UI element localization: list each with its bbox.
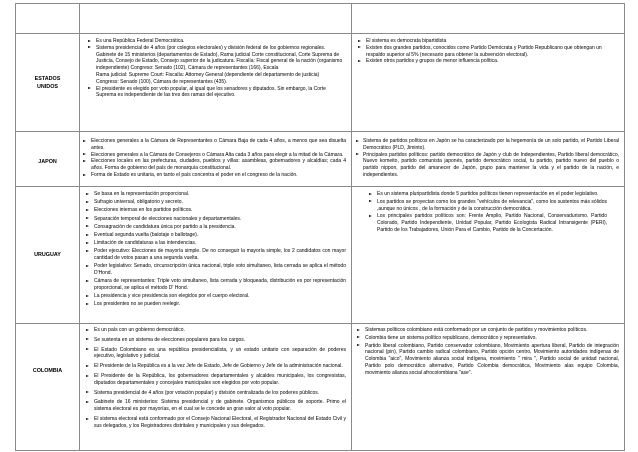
country-cell bbox=[16, 132, 80, 187]
item-text: Los principales partidos políticos son: Frente Amplio, Partido Nacional, Conservadurismo. Partido Colorado, Partido Independiente, Unidad Popular, Partido Ecologista Radical Intransigente (PERI), Partido de los Trabajadores, Unión Para el Cambio, Partido de la Concertación. bbox=[377, 213, 607, 233]
country-label: JAPON bbox=[38, 159, 57, 165]
item-text: El Estado Colombiano es una república presidencialista, y un estado unitario con separación de poderes ejecutivo, legislativo y judicial. bbox=[94, 346, 346, 360]
bullet-item bbox=[80, 240, 346, 247]
item-text: Eventual segunda vuelta (balotaje o ballotage). bbox=[94, 231, 199, 238]
country-cell bbox=[16, 187, 80, 324]
party-system-cell bbox=[352, 132, 625, 187]
item-text: Es una República Federal Democrática. bbox=[96, 38, 185, 44]
arrowhead-bullet-icon bbox=[358, 40, 361, 42]
arrowhead-bullet-icon bbox=[83, 174, 86, 176]
bullet-item bbox=[352, 45, 619, 59]
arrowhead-bullet-icon bbox=[86, 391, 89, 393]
political-system-cell bbox=[80, 187, 352, 324]
item-text: Separación temporal de elecciones nacionales y departamentales. bbox=[94, 215, 242, 222]
comparison-table bbox=[15, 3, 625, 451]
header-cell bbox=[80, 4, 352, 34]
bullet-list bbox=[80, 327, 346, 430]
item-text: Sufragio universal, obligatorio y secreto. bbox=[94, 199, 183, 206]
bullet-item bbox=[352, 138, 619, 152]
item-text: El sistema electoral está conformado por el Consejo Nacional Electoral, el Registrador Nacional del Estado Civil y sus delegados, y los Registradores distritales y municipales y sus delegados. bbox=[94, 415, 346, 429]
arrowhead-bullet-icon bbox=[83, 160, 86, 162]
item-text: Colombia tiene un sistema político republicano, democrático y representativo. bbox=[365, 334, 537, 341]
bullet-item bbox=[352, 327, 619, 334]
item-text: Es un país con un gobierno democrático. bbox=[94, 327, 185, 333]
arrowhead-bullet-icon bbox=[357, 336, 360, 338]
bullet-item bbox=[80, 363, 346, 370]
bullet-item bbox=[352, 335, 619, 342]
arrowhead-bullet-icon bbox=[83, 153, 86, 155]
bullet-item bbox=[80, 45, 346, 52]
political-system-cell bbox=[80, 324, 352, 451]
arrowhead-bullet-icon bbox=[86, 338, 89, 340]
country-label: COLOMBIA bbox=[32, 367, 63, 374]
bullet-item bbox=[80, 293, 346, 300]
arrowhead-bullet-icon bbox=[88, 87, 91, 89]
item-text: Sistema presidencial de 4 años (por votación popular) y división centralizada de los poderes públicos. bbox=[94, 389, 320, 396]
bullet-list bbox=[352, 138, 619, 179]
bullet-item bbox=[80, 232, 346, 239]
bullet-item bbox=[80, 337, 346, 344]
item-text: Sistemas políticos colombiano está conformado por un conjunto de partidos y movimientos políticos. bbox=[365, 327, 588, 333]
arrowhead-bullet-icon bbox=[86, 209, 89, 211]
arrowhead-bullet-icon bbox=[86, 348, 89, 350]
bullet-list bbox=[352, 327, 619, 377]
arrowhead-bullet-icon bbox=[369, 215, 372, 217]
bullet-item bbox=[80, 373, 346, 387]
bullet-list bbox=[80, 191, 346, 308]
bullet-item bbox=[80, 399, 346, 413]
bullet-item bbox=[80, 207, 346, 214]
arrowhead-bullet-icon bbox=[358, 60, 361, 62]
bullet-item bbox=[80, 278, 346, 292]
bullet-item bbox=[352, 152, 619, 179]
arrowhead-bullet-icon bbox=[86, 295, 89, 297]
bullet-item bbox=[352, 191, 607, 198]
continuation-text bbox=[80, 79, 346, 86]
arrowhead-bullet-icon bbox=[369, 200, 372, 202]
item-text: Existen otros partidos y grupos de menor influencia política. bbox=[366, 58, 499, 65]
item-text: Gabinete de 16 ministerios: Sistema presidencial y de gabinete. Organismos públicos de soporte. Primo el sistema electoral es por mayorías, en el cual se le concede un gran valor al voto popular. bbox=[94, 399, 346, 413]
party-system-cell bbox=[352, 34, 625, 132]
item-text: Es un sistema pluripartidista donde 5 partidos políticos tienen representación en el poder legislativo. bbox=[377, 191, 599, 197]
item-text: El Presidente de la República, los gobernadores departamentales y alcaldes municipales, los congresistas, diputados departamentales y concejales municipales son elegidos por voto popular. bbox=[94, 372, 346, 386]
political-system-cell bbox=[80, 34, 352, 132]
arrowhead-bullet-icon bbox=[83, 140, 86, 142]
item-text: Partido liberal colombiano, Partido conservador colombiano, Movimiento apertura liberal, Partido de integración nacional (pin), Partido cambio radical colombiano, Partido opción centro, Movimiento autoridades indígenas de Colombia "aico", Movimiento alianza social indígena, movimiento " mira ", Partido social de unidad nacional, Partido polo democrático alternativo, Partido Colombia democrática, Movimiento alas equipo Colombia, movimiento alianza social afrocolombiana "ase". bbox=[365, 342, 619, 376]
item-text: Poder ejecutivo: Elecciones de mayoría simple. De no conseguir la mayoría simple, los 2 candidatos con mayor cantidad de votos pasan a una segunda vuelta. bbox=[94, 248, 346, 262]
item-text: Los partidos se proyectan como los grandes "vehículos de relevancia", como los sustentos más sólidos ,aunque no únicos , de la formación y de la construcción democrática. bbox=[377, 198, 607, 212]
item-text: Se basa en la representación proporcional. bbox=[94, 191, 190, 197]
country-cell bbox=[16, 324, 80, 451]
item-text: El presidente es elegido por voto popular, al igual que los senadores y diputados. Sin embargo, la Corte Suprema es independiente de las tres des ramas del ejecutivo. bbox=[96, 85, 326, 99]
country-cell bbox=[16, 34, 80, 132]
item-text: Elecciones internas en los partidos políticos. bbox=[94, 207, 193, 214]
item-text: Cámara de representantes: Triple voto simultaneo, lista cerrada y bloqueada, distribución es por representación proporcional, se aplica el método D' Hond. bbox=[94, 278, 346, 292]
item-text: La presidencia y vice presidencia son elegidos por el cuerpo electoral. bbox=[94, 293, 250, 300]
arrowhead-bullet-icon bbox=[356, 140, 359, 142]
bullet-item bbox=[80, 172, 346, 179]
bullet-item bbox=[80, 224, 346, 231]
bullet-list bbox=[352, 38, 619, 65]
arrowhead-bullet-icon bbox=[86, 365, 89, 367]
arrowhead-bullet-icon bbox=[86, 265, 89, 267]
continuation-text bbox=[80, 52, 346, 72]
bullet-item bbox=[352, 199, 607, 213]
bullet-item bbox=[80, 158, 346, 172]
bullet-item bbox=[80, 327, 346, 334]
country-label: URUGUAY bbox=[34, 252, 61, 258]
bullet-list bbox=[80, 138, 346, 179]
arrowhead-bullet-icon bbox=[86, 375, 89, 377]
item-text: Elecciones generales a la Cámara de Representantes o Cámara Baja de cada 4 años, a menos que sea disuelta antes. bbox=[91, 138, 346, 151]
item-text: Poder legislativo: Senado, circunscripción única nacional, triple voto simultaneo, lista cerrada se aplica el método D'Hond. bbox=[94, 263, 346, 277]
bullet-item bbox=[80, 347, 346, 361]
arrowhead-bullet-icon bbox=[86, 193, 89, 195]
party-system-cell bbox=[352, 187, 625, 324]
bullet-item bbox=[80, 138, 346, 152]
bullet-item bbox=[352, 213, 607, 233]
arrowhead-bullet-icon bbox=[86, 234, 89, 236]
arrowhead-bullet-icon bbox=[86, 201, 89, 203]
bullet-item bbox=[80, 191, 346, 198]
arrowhead-bullet-icon bbox=[86, 225, 89, 227]
bullet-list bbox=[80, 38, 346, 99]
item-text: Congress: Senado (100), Cámara de representantes (435). bbox=[96, 78, 228, 85]
arrowhead-bullet-icon bbox=[356, 153, 359, 155]
arrowhead-bullet-icon bbox=[88, 40, 91, 42]
bullet-item bbox=[80, 199, 346, 206]
arrowhead-bullet-icon bbox=[86, 418, 89, 420]
item-text: Existen dos grandes partidos, conocidos como Partido Demócrata y Partido Republicano que obtengan un respaldo superior al 5% (necesario para obtener la subvención electoral). bbox=[366, 44, 602, 58]
bullet-item bbox=[80, 86, 346, 100]
party-system-cell bbox=[352, 324, 625, 451]
bullet-item bbox=[80, 248, 346, 262]
bullet-item bbox=[80, 416, 346, 430]
arrowhead-bullet-icon bbox=[357, 344, 360, 346]
bullet-item bbox=[80, 301, 346, 308]
arrowhead-bullet-icon bbox=[369, 193, 372, 195]
header-cell bbox=[16, 4, 80, 34]
item-text: Elecciones generales a la Cámara de Consejeros o Cámara Alta cada 3 años para elegir a la mitad de la Cámara. bbox=[91, 151, 344, 158]
bullet-item bbox=[80, 152, 346, 159]
item-text: Elecciones locales en las prefecturas, ciudades, pueblos y villas: asambleas, gobernadores y alcaldías; cada 4 años. Forma de gobierno del país de monarquía constitucional. bbox=[91, 158, 346, 172]
header-cell bbox=[352, 4, 625, 34]
bullet-item bbox=[352, 38, 619, 45]
bullet-item bbox=[80, 263, 346, 277]
country-label: ESTADOS UNIDOS bbox=[34, 75, 61, 90]
item-text: Sistema presidencial de 4 años (por colegios electorales) y división federal de los gobiernos regionales. bbox=[96, 44, 326, 51]
bullet-list bbox=[352, 191, 607, 234]
bullet-item bbox=[352, 58, 619, 65]
bullet-item bbox=[80, 216, 346, 223]
item-text: El sistema es democrata bipartidista bbox=[366, 38, 447, 44]
political-system-cell bbox=[80, 132, 352, 187]
item-text: Los presidentes no se pueden reelegir. bbox=[94, 301, 181, 308]
continuation-text bbox=[80, 72, 346, 79]
bullet-item bbox=[352, 343, 619, 377]
arrowhead-bullet-icon bbox=[86, 329, 89, 331]
item-text: Forma de Estado es unitaria, en tanto el país concentra el poder en el congreso de la nación. bbox=[91, 171, 298, 178]
arrowhead-bullet-icon bbox=[86, 250, 89, 252]
item-text: Sistema de partidos políticos en Japón se ha caracterizado por la hegemonía de un solo partido, el Partido Liberal Democrático (PLD, Jiminto). bbox=[363, 138, 619, 151]
item-text: Gabinete de 15 ministerios (departamentos de Estado), Rama judicial Corte constitucional, Corte Suprema de Justicia, Consejo de Estado, Consejo superior de la judicatura. Fiscalía: Fiscal general de la nación (organismo independiente) Congreso: Senado (102), Cámara de representantes (166), Escala bbox=[96, 51, 343, 72]
arrowhead-bullet-icon bbox=[358, 46, 361, 48]
arrowhead-bullet-icon bbox=[88, 46, 91, 48]
arrowhead-bullet-icon bbox=[86, 303, 89, 305]
arrowhead-bullet-icon bbox=[86, 217, 89, 219]
item-text: El Presidente de la República es a la vez Jefe de Estado, Jefe de Gobierno y Jefe de la administración nacional. bbox=[94, 363, 343, 370]
arrowhead-bullet-icon bbox=[86, 242, 89, 244]
item-text: Rama judicial: Supreme Court: Fiscalía: Attorney General (dependiente del departamento de justicia) bbox=[96, 71, 320, 78]
item-text: Se sustenta en un sistema de elecciones populares para los cargos. bbox=[94, 336, 246, 343]
arrowhead-bullet-icon bbox=[357, 329, 360, 331]
item-text: Principales partidos políticos: partido democrático de Japón y club de Independientes, Partido liberal democrático, Nuevo komeito, partido comunista japonés, partido democrático social, tu partido, partido nuevo del pueblo o partido nippon, partido del amanecer de Japón, grupo para mantener la vida y el partido de la nación, e independientes. bbox=[363, 151, 619, 178]
bullet-item bbox=[80, 38, 346, 45]
item-text: Limitación de candidaturas a las intendencias. bbox=[94, 240, 197, 247]
item-text: Consagración de candidatura única por partido a la presidencia. bbox=[94, 223, 236, 230]
arrowhead-bullet-icon bbox=[86, 280, 89, 282]
arrowhead-bullet-icon bbox=[86, 401, 89, 403]
bullet-item bbox=[80, 390, 346, 397]
